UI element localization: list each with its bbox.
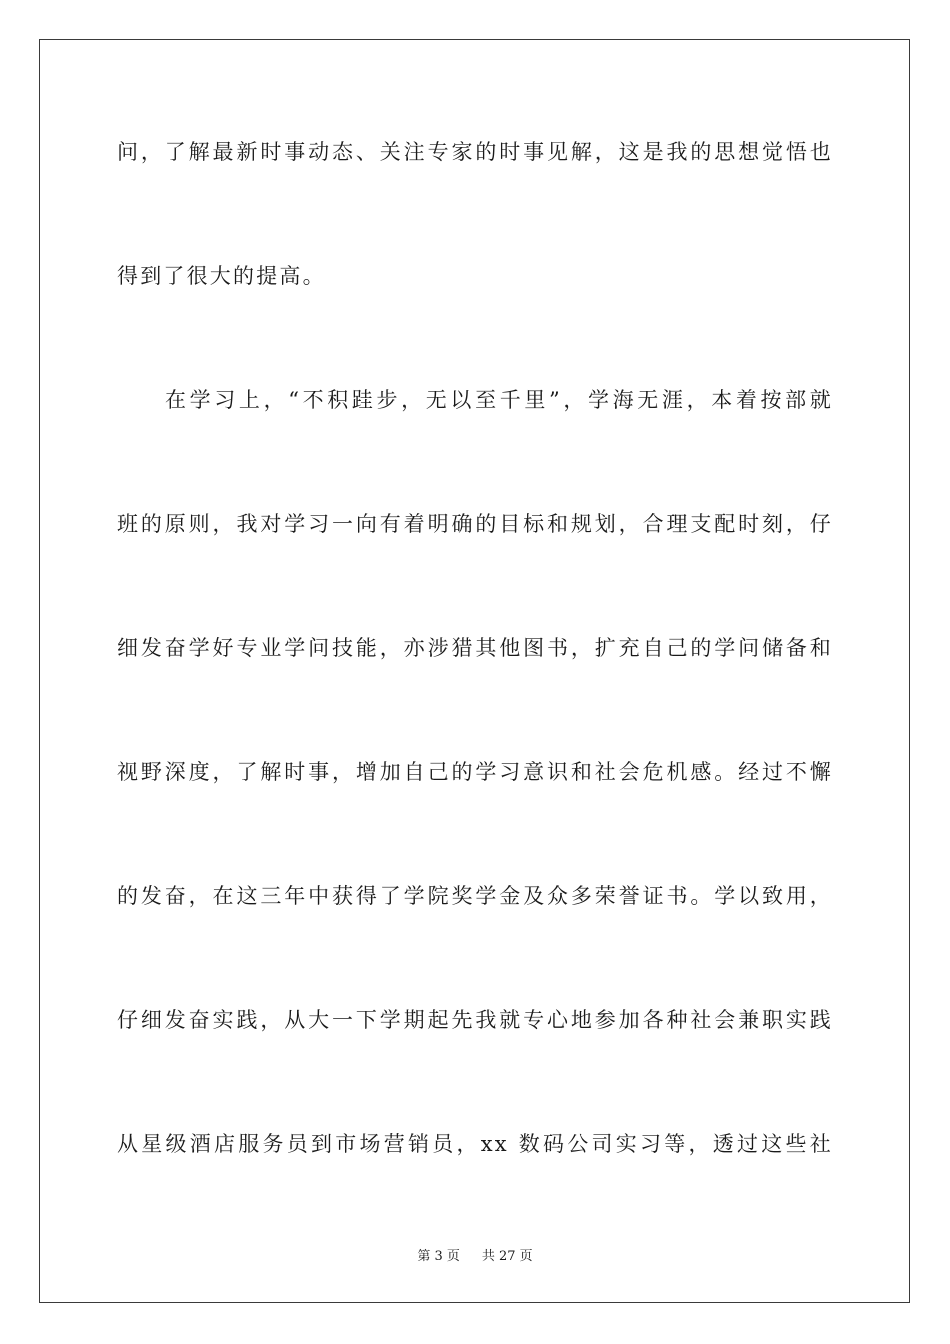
body-text-line: 得到了很大的提高。 [117, 264, 326, 288]
page-border [39, 39, 910, 1303]
body-text-line: 细发奋学好专业学问技能，亦涉猎其他图书，扩充自己的学问储备和 [117, 636, 833, 660]
body-text-line: 从星级酒店服务员到市场营销员，xx 数码公司实习等，透过这些社 [117, 1132, 833, 1156]
total-pages: 共 27 页 [481, 1249, 533, 1264]
body-text-line: 班的原则，我对学习一向有着明确的目标和规划，合理支配时刻，仔 [117, 512, 833, 536]
body-text-line: 仔细发奋实践，从大一下学期起先我就专心地参加各种社会兼职实践 [117, 1008, 833, 1032]
body-text-line: 视野深度，了解时事，增加自己的学习意识和社会危机感。经过不懈 [117, 760, 833, 784]
page-number: 第 3 页 [417, 1249, 460, 1264]
paragraph-first-line: 在学习上，“不积跬步，无以至千里”，学海无涯，本着按部就 [165, 388, 833, 412]
page-footer [0, 1248, 950, 1266]
body-text-line: 的发奋，在这三年中获得了学院奖学金及众多荣誉证书。学以致用， [117, 884, 833, 908]
body-text-line: 问，了解最新时事动态、关注专家的时事见解，这是我的思想觉悟也 [117, 140, 833, 164]
